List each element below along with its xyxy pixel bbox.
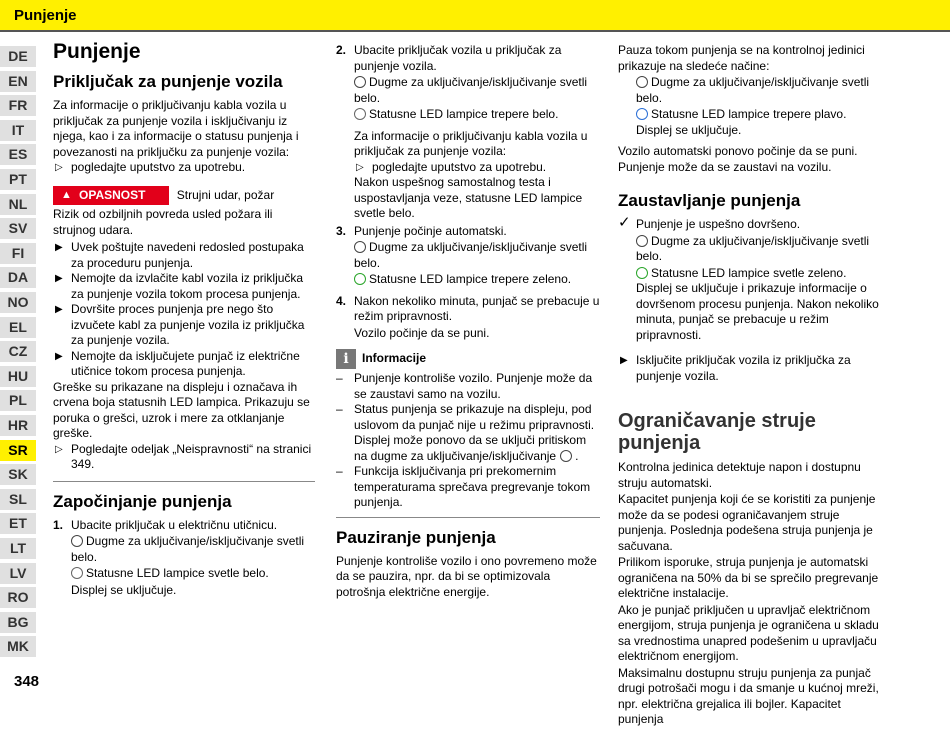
bullet-arrow-icon: ▶	[55, 350, 63, 362]
step-4-after: Vozilo počinje da se puni.	[354, 325, 490, 340]
limit-paragraph: Ako je punjač priključen u upravljač električnom energijom, struja punjenja je ograničena u skladu sa vrednostima unapred podešenim u upravljaču električnom energijom.	[618, 602, 879, 663]
language-tab-hu[interactable]: HU	[0, 366, 36, 387]
danger-bullets	[53, 240, 315, 380]
heading-limit-current: Ograničavanje struje punjenja	[618, 410, 816, 454]
power-button-icon	[560, 450, 572, 462]
step-number: 2.	[336, 43, 347, 57]
danger-bullet-text: Nemojte da isključujete punjač iz električne utičnice tokom procesa punjenja.	[71, 348, 300, 378]
stop-bullet	[618, 353, 884, 384]
step-1-display: Displej se uključuje.	[71, 582, 177, 597]
bullet-arrow-icon: ▶	[55, 273, 63, 284]
pause-indicators	[618, 75, 884, 138]
step-3-led-status: Statusne LED lampice trepere zeleno.	[369, 272, 572, 286]
danger-bullet-text: Uvek poštujte navedeni redosled postupaka za proceduru punjenja.	[71, 240, 304, 270]
language-tab-nl[interactable]: NL	[0, 194, 36, 215]
header-bar	[0, 0, 950, 30]
language-tab-it[interactable]: IT	[0, 120, 36, 141]
errors-reference-text: Pogledajte odeljak „Neispravnosti“ na stranici 349.	[71, 441, 312, 471]
info-item: – Status punjenja se prikazuje na displeju, pod uslovom da punjač nije u režimu pripravnosti. Displej može ponovo da se uključi pritiskom na dugme za uključivanje/isključivanje .	[336, 402, 595, 463]
power-button-icon	[636, 235, 648, 247]
language-tab-et[interactable]: ET	[0, 513, 36, 534]
section-divider	[53, 481, 315, 482]
language-tab-lt[interactable]: LT	[0, 538, 36, 559]
reference-arrow-icon: ▷	[356, 161, 364, 173]
header-divider	[0, 30, 950, 32]
dash-marker: –	[336, 464, 343, 478]
step-1-text: Ubacite priključak u električnu utičnicu.	[71, 517, 278, 532]
step-2-reference-text: pogledajte uputstvo za upotrebu.	[372, 159, 547, 174]
language-tab-da[interactable]: DA	[0, 267, 36, 288]
info-icon: i	[336, 349, 356, 369]
checkmark-icon: ✓	[618, 214, 631, 231]
step-2	[336, 43, 600, 222]
language-tab-pl[interactable]: PL	[0, 390, 36, 411]
step-1-led-status: Statusne LED lampice svetle belo.	[86, 566, 269, 580]
language-tab-sl[interactable]: SL	[0, 489, 36, 510]
danger-label: OPASNOST	[79, 187, 146, 202]
port-reference-text: pogledajte uputstvo za upotrebu.	[71, 160, 246, 174]
pause-intro: Pauza tokom punjenja se na kontrolnoj jedinici prikazuje na sledeće načine:	[618, 43, 865, 73]
info-item-text: Funkcija isključivanja pri prekomernim temperaturama sprečava pregrevanje tokom punjenja.	[354, 464, 591, 509]
power-button-icon	[354, 76, 366, 88]
language-tab-fr[interactable]: FR	[0, 95, 36, 116]
info-list	[336, 371, 600, 511]
section-divider	[336, 517, 600, 518]
dash-marker: –	[336, 402, 343, 416]
danger-badge	[53, 186, 169, 206]
limit-paragraph: Maksimalnu dostupnu struju punjenja za punjač drugi potrošači mogu i da smanje u kućnoj mreži, npr. električna grejalica ili bojler. Kapacitet punjenja	[618, 665, 879, 726]
stop-display: Displej se uključuje i prikazuje informacije o dovršenom procesu punjenja. Nakon nekoliko minuta, punjač se prebacuje u režim pripravnosti.	[636, 281, 879, 342]
power-button-icon	[71, 535, 83, 547]
language-tab-es[interactable]: ES	[0, 144, 36, 165]
led-white-icon	[354, 108, 366, 120]
led-green-icon	[354, 273, 366, 285]
language-tab-en[interactable]: EN	[0, 71, 36, 92]
info-label: Informacije	[362, 351, 427, 366]
pause-led-status: Statusne LED lampice trepere plavo.	[651, 107, 847, 121]
page-number: 348	[14, 673, 40, 690]
port-text: Za informacije o priključivanju kabla vozila u priključak za punjenje vozila i isključivanju iz njega, kao i za informacije o statusu punjenja i povezanosti na priključku za punjenje vozila:	[53, 98, 299, 159]
step-3-text: Punjenje počinje automatski.	[354, 223, 507, 238]
dash-marker: –	[336, 371, 343, 385]
danger-warning	[53, 186, 315, 206]
resume-text: Vozilo automatski ponovo počinje da se puni. Punjenje može da se zaustavi na vozilu.	[618, 144, 858, 174]
language-tab-ro[interactable]: RO	[0, 587, 36, 608]
header-title: Punjenje	[14, 7, 77, 24]
step-2-after: Nakon uspešnog samostalnog testa i uspostavljanja veze, statusne LED lampice svetle belo.	[354, 175, 583, 220]
stop-done-text: Punjenje je uspešno dovršeno.	[636, 217, 801, 231]
step-1-button-status: Dugme za uključivanje/isključivanje svetli belo.	[71, 534, 305, 564]
led-blue-icon	[636, 108, 648, 120]
step-3-button-status: Dugme za uključivanje/isključivanje svetli belo.	[354, 240, 588, 270]
bullet-arrow-icon: ▶	[55, 304, 63, 315]
step-2-info: Za informacije o priključivanju kabla vozila u priključak za punjenje vozila:	[354, 128, 588, 158]
column-3	[618, 43, 884, 729]
limit-paragraph: Kapacitet punjenja koji će se koristiti za punjenje može da se podesi ograničavanjem struje punjenja. Poslednja podešena struja punjenja je sačuvana.	[618, 492, 876, 553]
stop-led-status: Statusne LED lampice svetle zeleno.	[651, 265, 847, 280]
errors-text: Greške su prikazane na displeju i označava ih crvena boja statusnih LED lampica. Prikazuju se poruka o grešci, uzrok i mere za otklanjanje greške.	[53, 379, 310, 440]
step-number: 4.	[336, 293, 347, 308]
step-4	[336, 294, 600, 342]
errors-reference	[53, 442, 315, 473]
danger-bullet-text: Nemojte da izvlačite kabl vozila iz priključka za punjenje vozila tokom procesa punjenja.	[71, 271, 304, 301]
danger-bullet	[53, 349, 315, 380]
danger-bullet	[53, 271, 315, 302]
step-4-text: Nakon nekoliko minuta, punjač se prebacuje u režim pripravnosti.	[354, 293, 600, 323]
step-number: 3.	[336, 223, 347, 238]
heading-charging-port: Priključak za punjenje vozila	[53, 72, 283, 91]
pause-text: Punjenje kontroliše vozilo i ono povremeno može da se pauzira, npr. da bi se optimizovala potrošnja električne energije.	[336, 553, 597, 599]
limit-paragraph: Prilikom isporuke, struja punjenja je automatski ograničena na 50% da bi se sprečilo pregrevanje električne instalacije.	[618, 555, 879, 600]
info-item	[336, 371, 600, 402]
step-3	[336, 224, 600, 288]
limit-paragraph: Kontrolna jedinica detektuje napon i dostupnu struju automatski.	[618, 460, 861, 490]
danger-bullet	[53, 302, 315, 349]
step-number: 1.	[53, 517, 64, 532]
column-2	[336, 43, 600, 600]
language-tab-de[interactable]: DE	[0, 46, 36, 67]
language-tab-lv[interactable]: LV	[0, 563, 36, 584]
step-1	[53, 518, 315, 599]
reference-arrow-icon: ▷	[55, 443, 63, 455]
info-item-text: Status punjenja se prikazuje na displeju, pod uslovom da punjač nije u režimu pripravnosti. Displej može ponovo da se uključi pritiskom na dugme za uključivanje/isključivanje	[354, 402, 595, 463]
stop-done	[618, 214, 884, 343]
info-item	[336, 464, 600, 511]
language-tab-el[interactable]: EL	[0, 317, 36, 338]
pause-display: Displej se uključuje.	[636, 122, 742, 137]
language-tab-bg[interactable]: BG	[0, 612, 36, 633]
warning-triangle-icon: ▲	[61, 188, 72, 201]
limit-paragraphs	[618, 460, 884, 728]
language-tab-hr[interactable]: HR	[0, 415, 36, 436]
step-2-text: Ubacite priključak vozila u priključak za punjenje vozila.	[354, 43, 562, 73]
power-button-icon	[354, 241, 366, 253]
step-2-led-status: Statusne LED lampice trepere belo.	[369, 107, 559, 121]
page-title: Punjenje	[53, 40, 141, 63]
language-tab-sk[interactable]: SK	[0, 464, 36, 485]
danger-text: Rizik od ozbiljnih povreda usled požara ili strujnog udara.	[53, 207, 273, 237]
led-green-icon	[636, 267, 648, 279]
step-2-button-status: Dugme za uključivanje/isključivanje svetli belo.	[354, 75, 588, 105]
stop-bullet-text: Isključite priključak vozila iz priključka za punjenje vozila.	[636, 353, 851, 383]
language-tab-pt[interactable]: PT	[0, 169, 36, 190]
stop-button-status: Dugme za uključivanje/isključivanje svetli belo.	[636, 233, 870, 263]
column-1	[53, 40, 315, 598]
heading-stop-charging: Zaustavljanje punjenja	[618, 191, 801, 210]
port-reference	[53, 160, 315, 176]
language-tab-sr[interactable]: SR	[0, 440, 36, 461]
pause-button-status: Dugme za uključivanje/isključivanje svetli belo.	[636, 75, 870, 105]
danger-bullet	[53, 240, 315, 271]
language-tab-no[interactable]: NO	[0, 292, 36, 313]
heading-pause-charging: Pauziranje punjenja	[336, 527, 496, 547]
step-2-reference	[354, 160, 600, 176]
language-tab-cz[interactable]: CZ	[0, 341, 36, 362]
bullet-arrow-icon: ▶	[55, 242, 63, 253]
led-white-icon	[71, 567, 83, 579]
heading-start-charging: Započinjanje punjenja	[53, 491, 232, 511]
reference-arrow-icon: ▷	[55, 162, 63, 173]
language-tab-fi[interactable]: FI	[0, 243, 36, 264]
danger-bullet-text: Dovršite proces punjenja pre nego što izvučete kabl za punjenje vozila iz priključka za punjenje vozila.	[71, 302, 305, 347]
info-header	[336, 349, 600, 369]
language-tab-sv[interactable]: SV	[0, 218, 36, 239]
language-tab-mk[interactable]: MK	[0, 636, 36, 657]
danger-title: Strujni udar, požar	[176, 187, 275, 202]
power-button-icon	[636, 76, 648, 88]
info-item-text: Punjenje kontroliše vozilo. Punjenje može da se zaustavi samo na vozilu.	[354, 371, 593, 401]
bullet-arrow-icon: ▶	[620, 355, 628, 366]
